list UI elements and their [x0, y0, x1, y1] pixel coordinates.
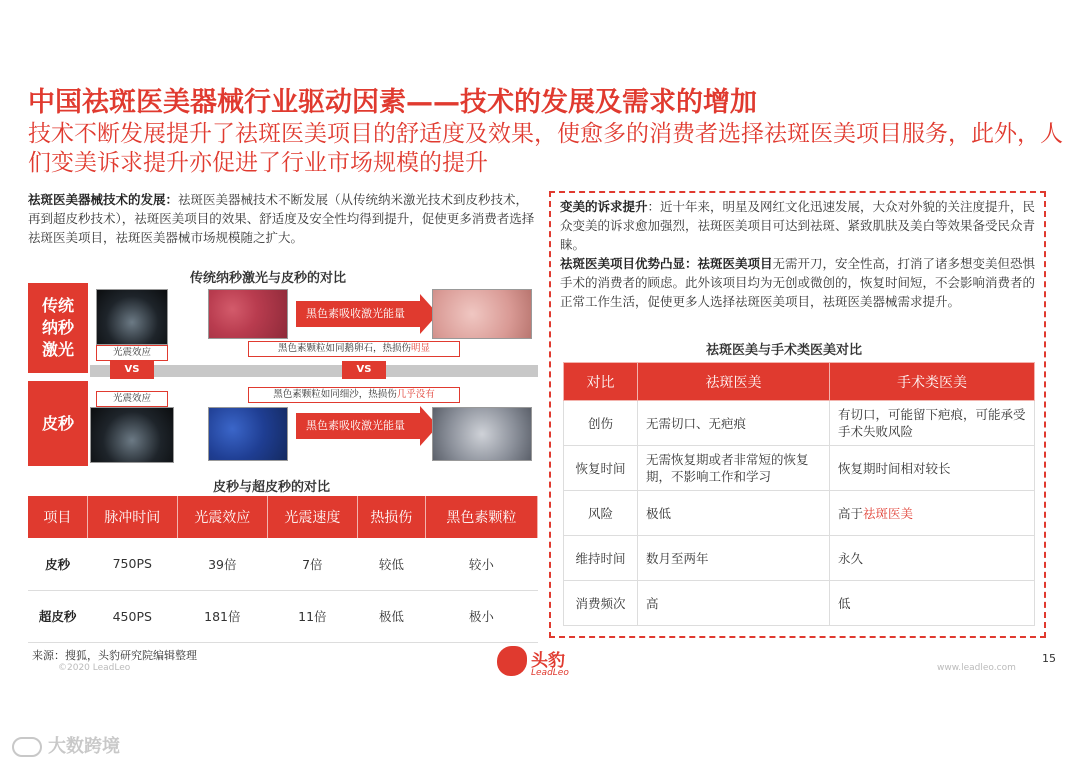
- watermark: 大数跨境: [12, 732, 120, 758]
- watermark-icon: [12, 737, 42, 757]
- logo-text: 头豹: [531, 651, 565, 671]
- tech-development-heading: 祛斑医美器械技术的发展：: [28, 192, 179, 207]
- copyright: ©2020 LeadLeo: [58, 663, 131, 673]
- col-header: 热损伤: [357, 496, 425, 538]
- table-cell: 风险: [564, 491, 638, 536]
- table-cell: 11倍: [267, 590, 357, 642]
- tech-development-body: 祛斑医美器械技术不断发展（从传统纳米激光技术到皮秒技术，再到超皮秒技术），祛斑医美项目的效果、舒适度及安全性均得到提升，促使更多消费者选择祛斑医美项目，祛斑医美器械市场规模随之扩大。: [28, 192, 535, 245]
- source-note: 来源：搜狐，头豹研究院编辑整理: [32, 649, 197, 662]
- table-cell: 高于祛斑医美: [830, 491, 1035, 536]
- table-row: [564, 401, 1035, 446]
- row-label-nano: 传统 纳秒 激光: [28, 283, 88, 373]
- table-row: [28, 538, 538, 590]
- table-row: [564, 446, 1035, 491]
- table-cell: 极低: [638, 491, 830, 536]
- pico-particle-tag: 黑色素颗粒如同细沙，热损伤几乎没有: [248, 387, 460, 403]
- pico-effect-tag: 光震效应: [96, 391, 168, 407]
- pico-result-photo: [432, 407, 532, 461]
- row-label-pico: 皮秒: [28, 381, 88, 466]
- col-header: 黑色素颗粒: [425, 496, 537, 538]
- table-cell: 皮秒: [28, 538, 87, 590]
- pico-skin-photo: [208, 407, 288, 461]
- demand-text: [560, 197, 1038, 311]
- laser-compare-title: 传统纳秒激光与皮秒的对比: [190, 271, 347, 286]
- pico-compare-table: [28, 496, 538, 643]
- col-header: 脉冲时间: [87, 496, 177, 538]
- table-cell: 极低: [357, 590, 425, 642]
- vs-badge-left: VS: [110, 361, 154, 379]
- laser-compare-panel: [28, 283, 538, 466]
- advantage-paragraph: 祛斑医美项目优势凸显：祛斑医美项目无需开刀，安全性高，打消了诸多想变美但恐惧手术的消费者的顾虑。此外该项目均为无创或微创的，恢复时间短，不会影响消费者的正常工作生活，促使更多人选择祛斑医美项目，祛斑医美器械需求提升。: [560, 256, 1036, 309]
- table-cell: 低: [830, 581, 1035, 626]
- col-header: 光震效应: [177, 496, 267, 538]
- table-row: [28, 590, 538, 642]
- table-cell: 超皮秒: [28, 590, 87, 642]
- table-cell: 750PS: [87, 538, 177, 590]
- table-cell: 永久: [830, 536, 1035, 581]
- nano-absorb-arrow: 黑色素吸收激光能量: [296, 301, 420, 327]
- table-cell: 消费频次: [564, 581, 638, 626]
- page-title: 中国祛斑医美器械行业驱动因素——技术的发展及需求的增加: [28, 87, 757, 118]
- table-cell: 恢复期时间相对较长: [830, 446, 1035, 491]
- table-row: [564, 491, 1035, 536]
- table-cell: 维持时间: [564, 536, 638, 581]
- nano-effect-tag: 光震效应: [96, 345, 168, 361]
- table-header-row: [564, 363, 1035, 401]
- table-cell: 数月至两年: [638, 536, 830, 581]
- table-cell: 有切口，可能留下疤痕，可能承受手术失败风险: [830, 401, 1035, 446]
- vs-badge-right: VS: [342, 361, 386, 379]
- table-cell: 创伤: [564, 401, 638, 446]
- page-number: 15: [1042, 652, 1056, 665]
- table-row: [564, 536, 1035, 581]
- table-cell: 极小: [425, 590, 537, 642]
- table-cell: 无需切口、无疤痕: [638, 401, 830, 446]
- table-cell: 较低: [357, 538, 425, 590]
- col-header: 项目: [28, 496, 87, 538]
- nano-result-photo: [432, 289, 532, 339]
- table-header-row: [28, 496, 538, 538]
- table-cell: 恢复时间: [564, 446, 638, 491]
- pico-absorb-arrow: 黑色素吸收激光能量: [296, 413, 420, 439]
- beauty-demand-paragraph: 变美的诉求提升：近十年来，明星及网红文化迅速发展，大众对外貌的关注度提升，民众变美的诉求愈加强烈，祛斑医美项目可达到祛斑、紧致肌肤及美白等效果备受民众青睐。: [560, 199, 1036, 252]
- table-cell: 450PS: [87, 590, 177, 642]
- pico-table-title: 皮秒与超皮秒的对比: [213, 480, 331, 495]
- pico-laser-photo: [90, 407, 174, 463]
- surgery-table-title: 祛斑医美与手术类医美对比: [706, 343, 863, 358]
- nano-particle-tag: 黑色素颗粒如同鹅卵石，热损伤明显: [248, 341, 460, 357]
- leadleo-logo: [497, 644, 592, 682]
- table-cell: 181倍: [177, 590, 267, 642]
- logo-subtext: LeadLeo: [531, 668, 569, 678]
- col-header: 手术类医美: [830, 363, 1035, 401]
- page-subtitle: 技术不断发展提升了祛斑医美项目的舒适度及效果，使愈多的消费者选择祛斑医美项目服务，此外，人们变美诉求提升亦促进了行业市场规模的提升: [28, 121, 1063, 176]
- col-header: 光震速度: [267, 496, 357, 538]
- col-header: 祛斑医美: [638, 363, 830, 401]
- site-url: www.leadleo.com: [937, 663, 1016, 673]
- table-cell: 39倍: [177, 538, 267, 590]
- vs-divider: [90, 365, 538, 377]
- surgery-compare-table: [563, 362, 1035, 626]
- leopard-logo-icon: [497, 646, 527, 676]
- nano-laser-photo: [96, 289, 168, 345]
- tech-development-text: [28, 190, 538, 247]
- table-cell: 无需恢复期或者非常短的恢复期，不影响工作和学习: [638, 446, 830, 491]
- table-cell: 7倍: [267, 538, 357, 590]
- table-row: [564, 581, 1035, 626]
- risk-highlight: 祛斑医美: [863, 505, 914, 521]
- nano-skin-photo: [208, 289, 288, 339]
- table-cell: 较小: [425, 538, 537, 590]
- col-header: 对比: [564, 363, 638, 401]
- table-cell: 高: [638, 581, 830, 626]
